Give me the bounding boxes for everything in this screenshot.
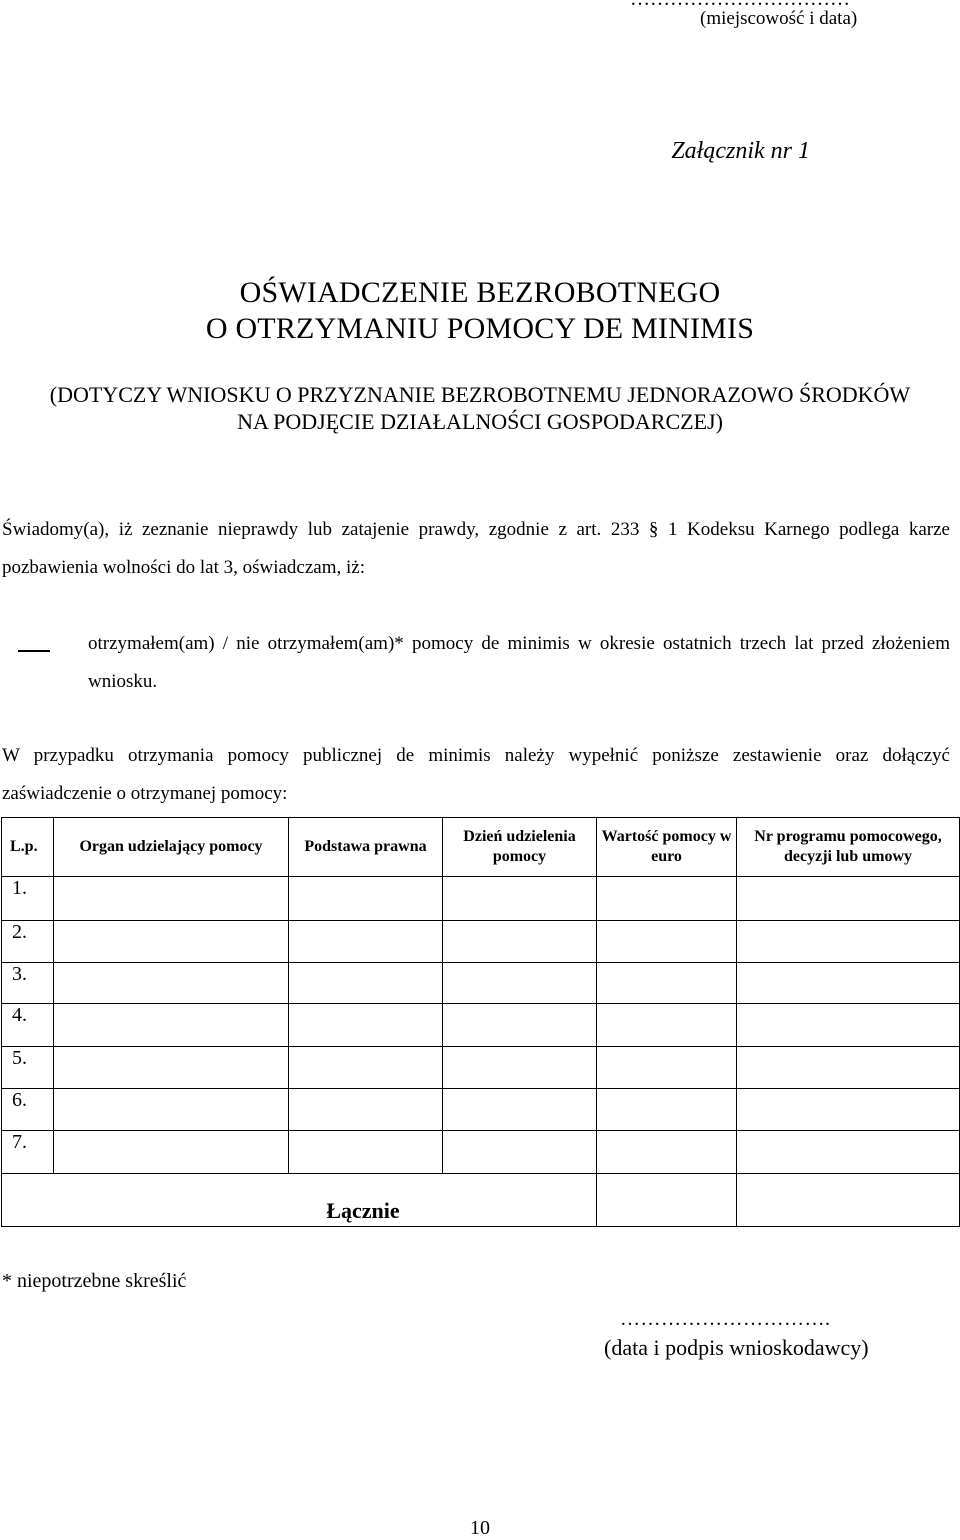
header-program-number: Nr programu pomocowego, decyzji lub umowy [737,818,960,877]
value-euro-cell[interactable] [597,1004,737,1047]
row-number: 2. [2,921,54,963]
instruction-paragraph: W przypadku otrzymania pomocy publicznej de minimis należy wypełnić poniższe zestawienie oraz dołączyć zaświadczenie o otrzymanej pomocy: [2,745,950,804]
page-number: 10 [470,1517,490,1539]
annex-label: Załącznik nr 1 [671,138,810,164]
grant-date-cell[interactable] [443,963,597,1004]
granting-body-cell[interactable] [54,1047,289,1089]
signature-dots: …………………………. [620,1308,831,1330]
program-number-cell[interactable] [737,921,960,963]
declaration-bullet: otrzymałem(am) / nie otrzymałem(am)* pomocy de minimis w okresie ostatnich trzech lat przed złożeniem wniosku. [88,633,950,692]
grant-date-cell[interactable] [443,1131,597,1174]
granting-body-cell[interactable] [54,1131,289,1174]
table-row [2,877,960,921]
granting-body-cell[interactable] [54,921,289,963]
row-number: 5. [2,1047,54,1089]
table-row [2,1047,960,1089]
legal-basis-cell[interactable] [289,963,443,1004]
grant-date-cell[interactable] [443,877,597,921]
granting-body-cell[interactable] [54,877,289,921]
aid-table [1,817,960,1227]
header-legal-basis: Podstawa prawna [289,818,443,877]
bullet-dash [18,650,50,652]
program-number-cell[interactable] [737,877,960,921]
value-euro-cell[interactable] [597,921,737,963]
legal-basis-cell[interactable] [289,877,443,921]
program-number-cell[interactable] [737,1004,960,1047]
table-row [2,1131,960,1174]
table-row [2,1089,960,1131]
value-euro-cell[interactable] [597,1047,737,1089]
signature-label: (data i podpis wnioskodawcy) [604,1335,869,1360]
row-number: 6. [2,1089,54,1131]
granting-body-cell[interactable] [54,963,289,1004]
legal-basis-cell[interactable] [289,1131,443,1174]
place-date-label: (miejscowość i data) [700,8,858,29]
program-number-cell[interactable] [737,963,960,1004]
header-value-euro: Wartość pomocy w euro [597,818,737,877]
header-lp: L.p. [2,818,54,877]
row-number: 7. [2,1131,54,1174]
grant-date-cell[interactable] [443,1047,597,1089]
header-granting-body: Organ udzielający pomocy [54,818,289,877]
value-euro-cell[interactable] [597,1131,737,1174]
grant-date-cell[interactable] [443,921,597,963]
row-number: 4. [2,1004,54,1047]
declaration-paragraph: Świadomy(a), iż zeznanie nieprawdy lub zatajenie prawdy, zgodnie z art. 233 § 1 Kodeksu Karnego podlega karze pozbawienia wolności do lat 3, oświadczam, iż: [2,519,950,578]
document-subtitle-line2: NA PODJĘCIE DZIAŁALNOŚCI GOSPODARCZEJ) [237,409,723,434]
document-title-line2: O OTRZYMANIU POMOCY DE MINIMIS [205,312,755,345]
table-row [2,1004,960,1047]
legal-basis-cell[interactable] [289,1004,443,1047]
row-number: 3. [2,963,54,1004]
granting-body-cell[interactable] [54,1089,289,1131]
document-subtitle-line1: (DOTYCZY WNIOSKU O PRZYZNANIE BEZROBOTNEMU JEDNORAZOWO ŚRODKÓW [49,382,911,407]
value-euro-cell[interactable] [597,963,737,1004]
table-row [2,921,960,963]
row-number: 1. [2,877,54,921]
value-euro-cell[interactable] [597,877,737,921]
header-grant-date: Dzień udzielenia pomocy [443,818,597,877]
total-value-cell[interactable] [597,1174,737,1227]
document-title-line1: OŚWIADCZENIE BEZROBOTNEGO [239,276,721,309]
table-header-row [2,818,960,877]
grant-date-cell[interactable] [443,1089,597,1131]
total-label: Łącznie [2,1174,597,1227]
granting-body-cell[interactable] [54,1004,289,1047]
footnote: * niepotrzebne skreślić [2,1270,187,1292]
grant-date-cell[interactable] [443,1004,597,1047]
program-number-cell[interactable] [737,1047,960,1089]
value-euro-cell[interactable] [597,1089,737,1131]
program-number-cell[interactable] [737,1131,960,1174]
total-row [2,1174,960,1227]
legal-basis-cell[interactable] [289,1047,443,1089]
legal-basis-cell[interactable] [289,1089,443,1131]
legal-basis-cell[interactable] [289,921,443,963]
total-program-cell[interactable] [737,1174,960,1227]
program-number-cell[interactable] [737,1089,960,1131]
table-row [2,963,960,1004]
